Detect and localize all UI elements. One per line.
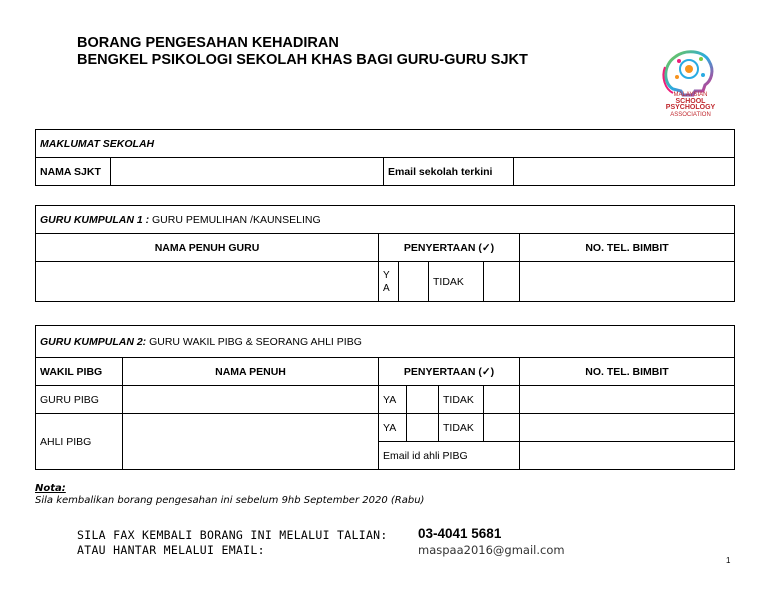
ahli-pibg-tidak-label: TIDAK xyxy=(439,414,484,442)
guru-pibg-ya-checkbox[interactable] xyxy=(407,386,439,414)
contact-email[interactable]: maspaa2016@gmail.com xyxy=(418,543,565,557)
group1-tidak-label: TIDAK xyxy=(429,262,484,302)
title-line-1: BORANG PENGESAHAN KEHADIRAN xyxy=(77,35,339,51)
contact-details xyxy=(418,526,565,558)
ahli-pibg-email-label: Email id ahli PIBG xyxy=(379,442,520,470)
ahli-pibg-ya-label: YA xyxy=(379,414,407,442)
association-logo xyxy=(643,37,738,117)
submission-instructions xyxy=(77,528,388,558)
group2-table xyxy=(35,325,735,470)
guru-pibg-tidak-label: TIDAK xyxy=(439,386,484,414)
fax-number: 03-4041 5681 xyxy=(418,526,502,541)
group1-col-tel: NO. TEL. BIMBIT xyxy=(520,234,735,262)
group1-heading xyxy=(36,206,735,234)
ahli-pibg-ya-checkbox[interactable] xyxy=(407,414,439,442)
group1-col-penyertaan: PENYERTAAN (✓) xyxy=(379,234,520,262)
group2-heading-bold: GURU KUMPULAN 2: xyxy=(40,335,147,348)
logo-text-line: SCHOOL xyxy=(675,97,706,105)
group2-col-wakil: WAKIL PIBG xyxy=(36,358,123,386)
note-text: Sila kembalikan borang pengesahan ini sebelum 9hb September 2020 (Rabu) xyxy=(35,495,425,506)
note xyxy=(35,483,424,507)
school-email-field[interactable] xyxy=(514,158,735,186)
group2-col-tel: NO. TEL. BIMBIT xyxy=(520,358,735,386)
group1-ya-label: Y A xyxy=(379,262,399,302)
ahli-pibg-name-field[interactable] xyxy=(123,414,379,470)
guru-pibg-name-field[interactable] xyxy=(123,386,379,414)
group2-heading xyxy=(36,326,735,358)
group1-phone-field[interactable] xyxy=(520,262,735,302)
guru-pibg-tidak-checkbox[interactable] xyxy=(484,386,520,414)
fax-instruction: SILA FAX KEMBALI BORANG INI MELALUI TALIAN: xyxy=(77,528,388,542)
logo-text xyxy=(643,92,738,118)
group1-name-field[interactable] xyxy=(36,262,379,302)
guru-pibg-phone-field[interactable] xyxy=(520,386,735,414)
form-title xyxy=(77,35,528,69)
school-info-heading: MAKLUMAT SEKOLAH xyxy=(36,130,735,158)
ahli-pibg-phone-field[interactable] xyxy=(520,414,735,442)
school-name-field[interactable] xyxy=(111,158,384,186)
ahli-pibg-tidak-checkbox[interactable] xyxy=(484,414,520,442)
group2-col-penyertaan: PENYERTAAN (✓) xyxy=(379,358,520,386)
group1-ya-checkbox[interactable] xyxy=(399,262,429,302)
school-email-label: Email sekolah terkini xyxy=(384,158,514,186)
group1-col-nama: NAMA PENUH GURU xyxy=(36,234,379,262)
group1-table xyxy=(35,205,735,302)
group1-heading-rest: GURU PEMULIHAN /KAUNSELING xyxy=(149,213,321,226)
school-info-table xyxy=(35,129,735,186)
logo-text-line: PSYCHOLOGY xyxy=(665,104,716,111)
ahli-pibg-label: AHLI PIBG xyxy=(36,414,123,470)
note-label: Nota: xyxy=(35,483,66,494)
guru-pibg-ya-label: YA xyxy=(379,386,407,414)
page-number: 1 xyxy=(726,556,731,565)
guru-pibg-label: GURU PIBG xyxy=(36,386,123,414)
logo-text-line: MALAYSIAN xyxy=(673,92,708,98)
group2-col-nama: NAMA PENUH xyxy=(123,358,379,386)
school-name-label: NAMA SJKT xyxy=(36,158,111,186)
group1-heading-bold: GURU KUMPULAN 1 : xyxy=(40,213,150,226)
ahli-pibg-email-field[interactable] xyxy=(520,442,735,470)
title-line-2: BENGKEL PSIKOLOGI SEKOLAH KHAS BAGI GURU-GURU SJKT xyxy=(77,52,528,68)
logo-text-line: ASSOCIATION xyxy=(670,111,711,118)
group1-tidak-checkbox[interactable] xyxy=(484,262,520,302)
group2-heading-rest: GURU WAKIL PIBG & SEORANG AHLI PIBG xyxy=(146,335,362,348)
email-instruction: ATAU HANTAR MELALUI EMAIL: xyxy=(77,543,265,557)
